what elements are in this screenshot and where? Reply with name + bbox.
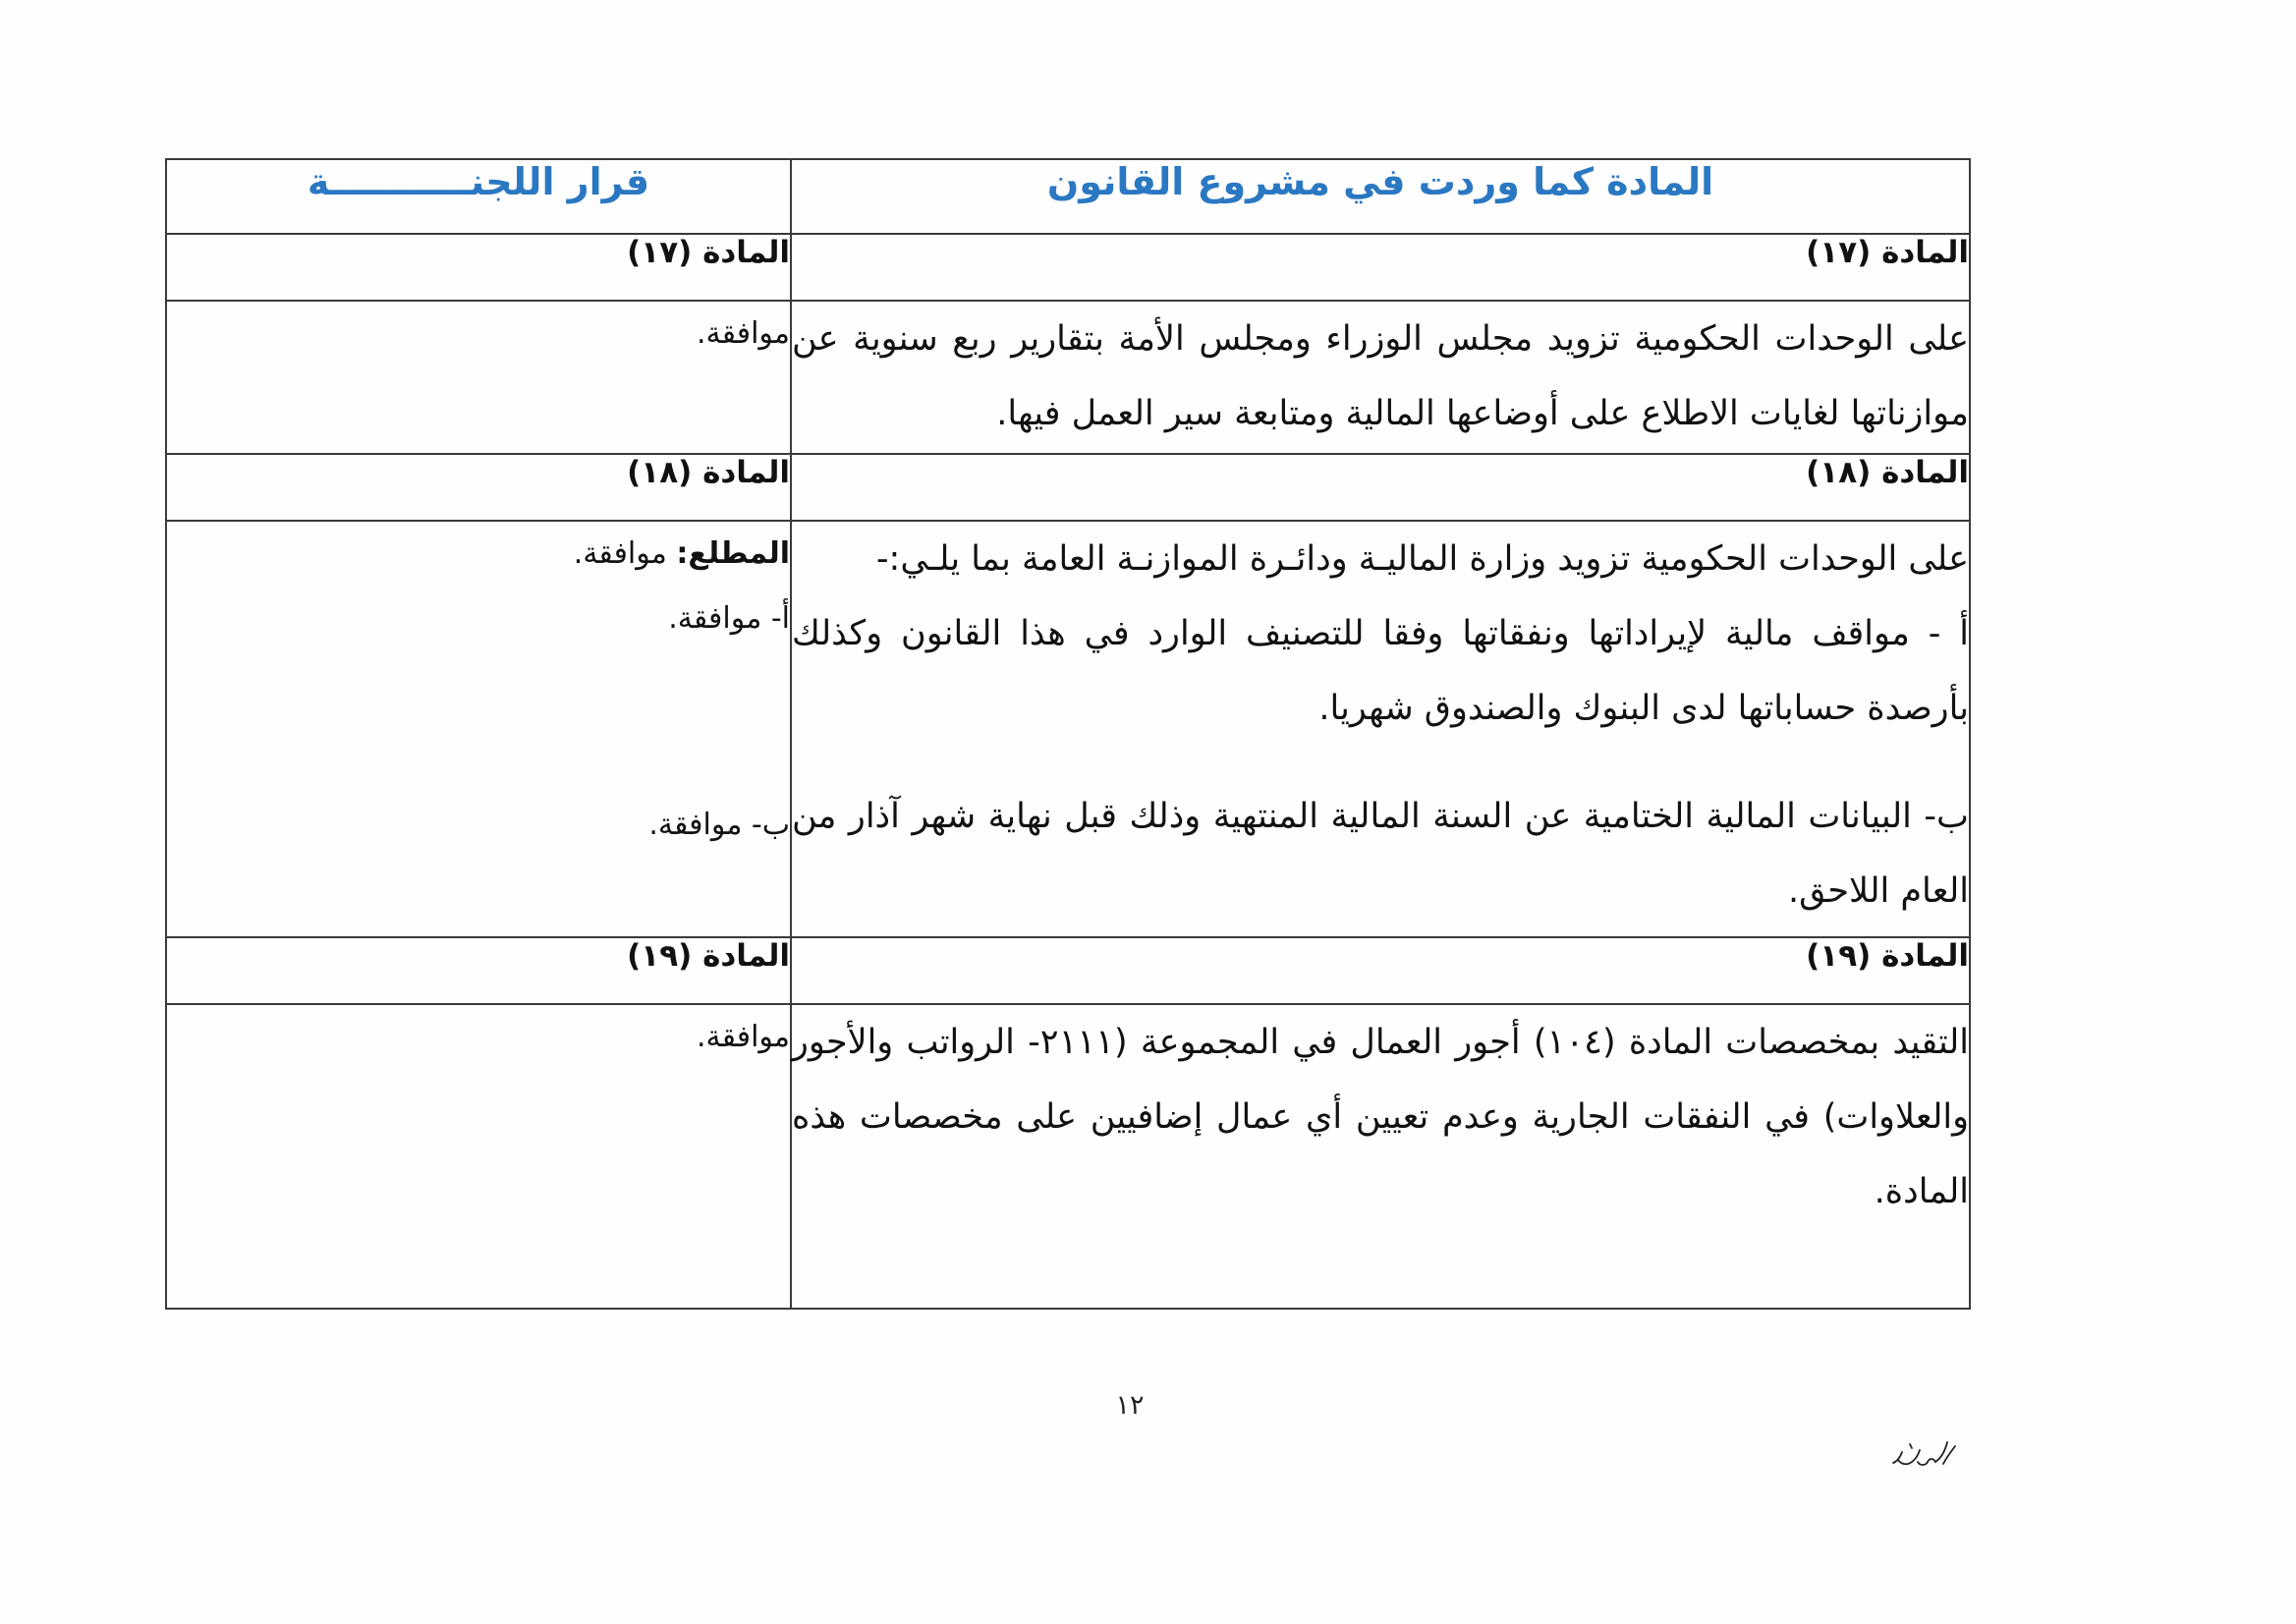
decision-intro-label: المطلع: [676,536,790,571]
decision-item-b: ب- موافقة. [648,808,790,842]
law-paragraph: على الوحدات الحكومية تزويد مجلس الوزراء ومجلس الأمة بتقارير ربع سنوية عن موازناتها لغايات الاطلاع على أوضاعها المالية ومتابعة سير العمل فيها. [792,319,1969,433]
article-row [166,454,1970,521]
decision-column-header-text: قرار اللجنـــــــــــة [307,160,650,203]
article-body-row [166,301,1970,454]
page-number: ١٢ [1115,1390,1145,1421]
article-number-decision: المادة (١٩) [166,937,791,1004]
decision-cell [166,301,791,454]
law-text-cell [791,1004,1970,1309]
decision-spacer [167,651,790,793]
law-column-header-text: المادة كما وردت في مشروع القانون [1046,160,1714,203]
article-row [166,937,1970,1004]
article-number-decision: المادة (١٧) [166,234,791,301]
article-number-law: المادة (١٩) [791,937,1970,1004]
article-body-row [166,1004,1970,1309]
decision-item-a: أ- موافقة. [668,601,790,636]
decision-text: موافقة. [696,316,790,351]
decision-text: موافقة. [696,1020,790,1054]
decision-intro-value: موافقة. [573,536,667,571]
law-text-cell [791,521,1970,937]
article-number-decision: المادة (١٨) [166,454,791,521]
article-row [166,234,1970,301]
law-paragraph: التقيد بمخصصات المادة (١٠٤) أجور العمال في المجموعة (٢١١١- الرواتب والأجور والعلاوات) في النفقات الجارية وعدم تعيين أي عمال إضافيين على مخصصات هذه المادة. [792,1023,1970,1211]
article-number-law: المادة (١٧) [791,234,1970,301]
law-text-cell [791,301,1970,454]
law-paragraph-item-b: ب- البيانات المالية الختامية عن السنة المالية المنتهية وذلك قبل نهاية شهر آذار من العام اللاحق. [792,797,1969,911]
paragraph-gap [792,746,1969,779]
law-column-header [791,159,1970,234]
decision-cell [166,1004,791,1309]
decision-intro [167,522,790,587]
decision-cell [166,521,791,937]
committee-decisions-table [165,158,1971,1310]
article-body-row [166,521,1970,937]
handwritten-signature [1890,1436,1959,1476]
table-header-row [166,159,1970,234]
decision-column-header [166,159,791,234]
article-number-law: المادة (١٨) [791,454,1970,521]
law-paragraph-item-a: أ - مواقف مالية لإيراداتها ونفقاتها وفقا للتصنيف الوارد في هذا القانون وكذلك بأرصدة حساباتها لدى البنوك والصندوق شهريا. [792,614,1969,728]
law-paragraph: على الوحدات الحكومية تزويد وزارة الماليـة ودائـرة الموازنـة العامة بما يلـي:- [875,539,1969,579]
